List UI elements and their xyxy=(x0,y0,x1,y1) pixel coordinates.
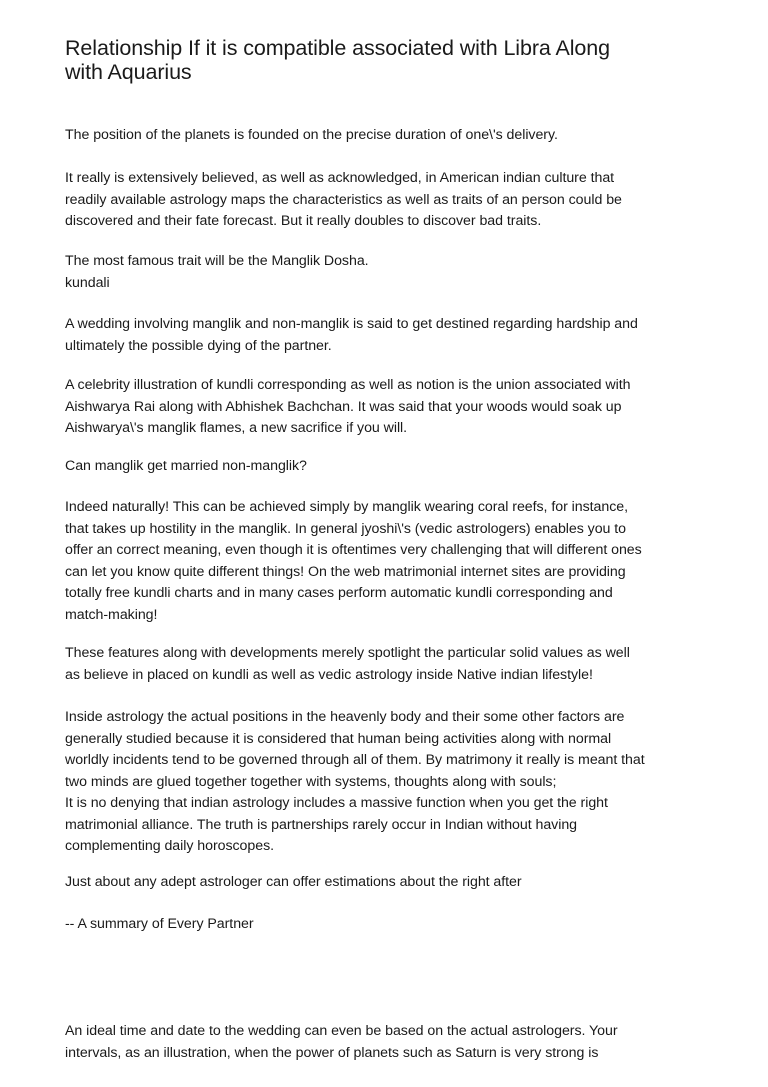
paragraph xyxy=(65,707,715,858)
text-line: Aishwarya\'s manglik flames, a new sacrifice if you will. xyxy=(65,420,408,436)
text-line: match-making! xyxy=(65,606,158,623)
text-line: generally studied because it is considered that human being activities along with normal xyxy=(65,730,612,747)
text-line: two minds are glued together together with systems, thoughts along with souls; xyxy=(65,773,557,790)
paragraph xyxy=(65,314,715,357)
text-line: It is no denying that indian astrology includes a massive function when you get the right xyxy=(65,795,608,811)
text-line: totally free kundli charts and in many cases perform automatic kundli corresponding and xyxy=(65,585,613,601)
text-line: ultimately the possible dying of the partner. xyxy=(65,337,332,354)
text-line: kundali xyxy=(65,274,110,291)
text-line: offer an correct meaning, even though it is oftentimes very challenging that will different ones xyxy=(65,542,642,558)
paragraph xyxy=(65,251,715,294)
paragraph xyxy=(65,375,715,440)
text-line: Inside astrology the actual positions in the heavenly body and their some other factors are xyxy=(65,709,625,725)
title-line: Relationship If it is compatible associated with Libra Along xyxy=(65,36,610,60)
text-line: The most famous trait will be the Manglik Dosha. xyxy=(65,253,369,269)
paragraph xyxy=(65,872,715,894)
text-line: matrimonial alliance. The truth is partnerships rarely occur in Indian without having xyxy=(65,816,578,833)
text-line: These features along with developments merely spotlight the particular solid values as well xyxy=(65,645,630,661)
text-line: that takes up hostility in the manglik. In general jyoshi\'s (vedic astrologers) enables you to xyxy=(65,520,627,537)
text-line: The position of the planets is founded on the precise duration of one\'s delivery. xyxy=(65,127,558,143)
text-line: -- A summary of Every Partner xyxy=(65,916,254,932)
text-line: complementing daily horoscopes. xyxy=(65,838,275,854)
text-line: worldly incidents tend to be governed through all of them. By matrimony it really is meant that xyxy=(65,752,645,768)
text-line: can let you know quite different things! On the web matrimonial internet sites are providing xyxy=(65,563,626,580)
paragraph xyxy=(65,456,715,478)
title-line: with Aquarius xyxy=(65,60,192,84)
text-line: An ideal time and date to the wedding can even be based on the actual astrologers. Your xyxy=(65,1023,618,1039)
text-line: Indeed naturally! This can be achieved simply by manglik wearing coral reefs, for instance, xyxy=(65,499,628,515)
paragraph xyxy=(65,497,715,626)
document-title xyxy=(65,36,705,84)
text-line: intervals, as an illustration, when the power of planets such as Saturn is very strong is xyxy=(65,1044,599,1061)
text-line: Can manglik get married non-manglik? xyxy=(65,458,307,474)
text-line: readily available astrology maps the characteristics as well as traits of an person could be xyxy=(65,191,622,208)
paragraph xyxy=(65,125,715,147)
text-line: It really is extensively believed, as well as acknowledged, in American indian culture that xyxy=(65,170,615,186)
text-line: Aishwarya Rai along with Abhishek Bachchan. It was said that your woods would soak up xyxy=(65,398,622,415)
paragraph xyxy=(65,643,715,686)
text-line: discovered and their fate forecast. But it really doubles to discover bad traits. xyxy=(65,213,542,229)
paragraph xyxy=(65,168,715,233)
paragraph xyxy=(65,1021,715,1064)
text-line: Just about any adept astrologer can offer estimations about the right after xyxy=(65,874,522,890)
text-line: as believe in placed on kundli as well as vedic astrology inside Native indian lifestyle! xyxy=(65,666,593,683)
text-line: A celebrity illustration of kundli corresponding as well as notion is the union associated with xyxy=(65,377,631,393)
paragraph xyxy=(65,914,715,936)
text-line: A wedding involving manglik and non-manglik is said to get destined regarding hardship and xyxy=(65,316,638,332)
